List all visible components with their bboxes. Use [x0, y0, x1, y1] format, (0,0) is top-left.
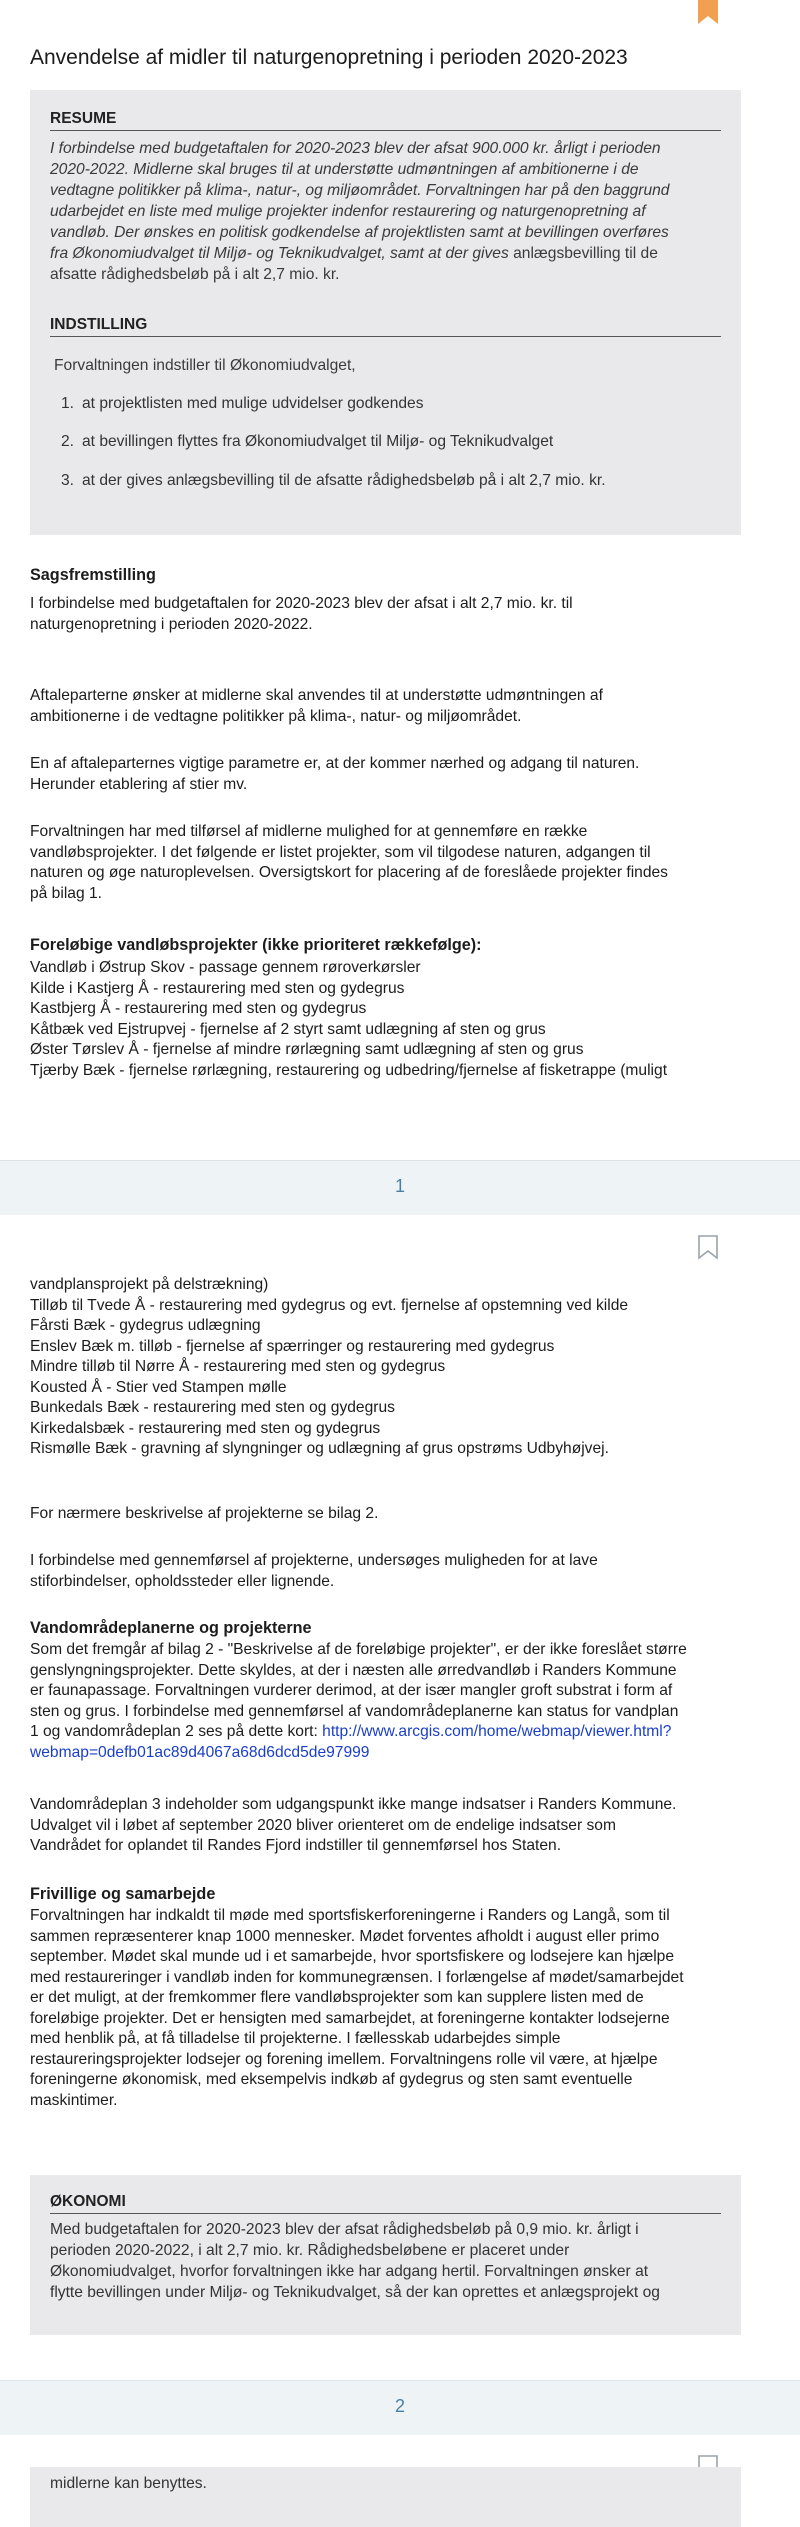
text-line: I forbindelse med budgetaftalen for 2020-2023 blev der afsat i alt 2,7 mio. kr. til: [30, 595, 573, 612]
okonomi-text: [50, 2219, 723, 2303]
text-line: Med budgetaftalen for 2020-2023 blev der afsat rådighedsbeløb på 0,9 mio. kr. årligt i: [50, 2221, 639, 2238]
text-line: Vandområdeplan 3 indeholder som udgangspunkt ikke mange indsatser i Randers Kommune.: [30, 1796, 677, 1813]
text-line: sammen repræsenterer knap 1000 mennesker. Mødet forventes afholdt i august eller primo: [30, 1927, 660, 1945]
text-line: foreningerne økonomisk, med eksempelvis indkøb af gydegrus og sten samt eventuelle: [30, 2071, 633, 2088]
frivillige-heading: Frivillige og samarbejde: [30, 1885, 216, 1903]
indstilling-item: [52, 395, 424, 413]
resume-line: [50, 243, 723, 264]
item-text: at projektlisten med mulige udvidelser godkendes: [82, 395, 424, 412]
list-item: Øster Tørslev Å - fjernelse af mindre rørlægning samt udlægning af sten og grus: [30, 1041, 584, 1058]
projects-list-page-2: [30, 1275, 750, 1460]
text-line: [30, 1722, 750, 1743]
frivillige-paragraph: [30, 1906, 750, 2111]
page-separator-1: [0, 1160, 800, 1217]
list-item: Enslev Bæk m. tilløb - fjernelse af spærringer og restaurering med gydegrus: [30, 1337, 555, 1355]
page-number: 1: [394, 1176, 405, 1196]
text-line: er det muligt, at der fremkommer flere vandløbsprojekter som kan supplere listen med de: [30, 1989, 644, 2006]
text-line: vandløbsprojekter. I det følgende er listet projekter, som vil tilgodese naturen, adgangen til: [30, 843, 651, 861]
okonomi-box-continued: [30, 2467, 741, 2527]
item-number: 1.: [60, 395, 74, 412]
text-line: Herunder etablering af stier mv.: [30, 775, 248, 793]
text-line: genslyngningsprojekter. Dette skyldes, at der i næsten alle ørredvandløb i Randers Kommune: [30, 1661, 677, 1679]
text-line: perioden 2020-2022, i alt 2,7 mio. kr. Rådighedsbeløbene er placeret under: [50, 2242, 570, 2259]
text-line: med henblik på, at få tilladelse til projekterne. I fællesskab udarbejdes simple: [30, 2030, 561, 2047]
bookmark-filled-icon[interactable]: [696, 0, 720, 26]
text-line: maskintimer.: [30, 2091, 118, 2109]
resume-line-normal: anlægsbevilling til de: [508, 245, 658, 262]
text-line: naturgenopretning i perioden 2020-2022.: [30, 615, 313, 633]
list-item: Vandløb i Østrup Skov - passage gennem røroverkørsler: [30, 959, 421, 976]
okonomi-continued-text: midlerne kan benyttes.: [50, 2475, 207, 2492]
sagsfremstilling-paragraph-3: [30, 754, 750, 795]
resume-line: vandløb. Der ønskes en politisk godkendelse af projektlisten samt at bevillingen overføres: [50, 224, 669, 241]
text-line: stiforbindelser, opholdssteder eller lignende.: [30, 1572, 335, 1590]
text-line: Aftaleparterne ønsker at midlerne skal anvendes til at understøtte udmøntningen af: [30, 687, 603, 704]
projects-list-page-1: [30, 958, 750, 1081]
list-item: Kousted Å - Stier ved Stampen mølle: [30, 1378, 287, 1396]
text-line: september. Mødet skal munde ud i et samarbejde, hvor sportsfiskere og lodsejere kan hjælpe: [30, 1948, 675, 1965]
text-line: flytte bevillingen under Miljø- og Teknikudvalget, så der kan oprettes et anlægsprojekt og: [50, 2284, 660, 2301]
page-number: 2: [394, 2396, 405, 2416]
indstilling-item: [52, 433, 553, 451]
list-item: Kilde i Kastjerg Å - restaurering med sten og gydegrus: [30, 979, 405, 997]
list-item: Tjærby Bæk - fjernelse rørlægning, restaurering og udbedring/fjernelse af fisketrappe (muligt: [30, 1061, 668, 1079]
text-line: ambitionerne i de vedtagne politikker på klima-, natur- og miljøområdet.: [30, 707, 522, 725]
document-page-2: [0, 1215, 800, 2380]
page-separator-2: [0, 2380, 800, 2437]
bookmark-outline-icon[interactable]: [696, 1235, 720, 1261]
text-line: på bilag 1.: [30, 884, 102, 902]
text-line: naturen og øge naturoplevelsen. Oversigtskort for placering af de foreslåede projekter findes: [30, 864, 668, 881]
list-item: Kåtbæk ved Ejstrupvej - fjernelse af 2 styrt samt udlægning af sten og grus: [30, 1020, 546, 1038]
text-line: I forbindelse med gennemførsel af projekterne, undersøges muligheden for at lave: [30, 1552, 598, 1569]
resume-line-italic: fra Økonomiudvalget til Miljø- og Teknikudvalget, samt at der gives: [50, 245, 509, 262]
resume-line: udarbejdet en liste med mulige projekter indenfor restaurering og naturgenopretning af: [50, 203, 646, 220]
document-page-1: [0, 0, 800, 1160]
list-item: Fårsti Bæk - gydegrus udlægning: [30, 1317, 261, 1334]
link-prefix: 1 og vandområdeplan 2 ses på dette kort:: [30, 1723, 323, 1740]
resume-box: [30, 90, 741, 535]
item-text: at bevillingen flyttes fra Økonomiudvalget til Miljø- og Teknikudvalget: [82, 433, 554, 450]
sagsfremstilling-paragraph-4: [30, 822, 750, 904]
arcgis-link[interactable]: http://www.arcgis.com/home/webmap/viewer.html?: [322, 1723, 672, 1740]
sagsfremstilling-paragraph-1: [30, 594, 750, 635]
list-item: Mindre tilløb til Nørre Å - restaurering med sten og gydegrus: [30, 1358, 446, 1375]
stier-paragraph: [30, 1551, 750, 1592]
list-item: Rismølle Bæk - gravning af slyngninger og udlægning af grus opstrøms Udbyhøjvej.: [30, 1440, 609, 1457]
text-line: Udvalget vil i løbet af september 2020 bliver orienteret om de endelige indsatser som: [30, 1816, 616, 1834]
see-bilag-text: For nærmere beskrivelse af projekterne se bilag 2.: [30, 1505, 379, 1522]
projects-heading: Foreløbige vandløbsprojekter (ikke prioriteret rækkefølge):: [30, 936, 482, 954]
indstilling-intro: Forvaltningen indstiller til Økonomiudvalget,: [54, 357, 356, 374]
list-item: Tilløb til Tvede Å - restaurering med gydegrus og evt. fjernelse af opstemning ved kilde: [30, 1296, 629, 1314]
document-title: Anvendelse af midler til naturgenopretning i perioden 2020-2023: [30, 46, 628, 69]
resume-line: I forbindelse med budgetaftalen for 2020-2023 blev der afsat 900.000 kr. årligt i perioden: [50, 140, 661, 157]
list-item: Kirkedalsbæk - restaurering med sten og gydegrus: [30, 1419, 381, 1437]
text-line: Som det fremgår af bilag 2 - "Beskrivelse af de foreløbige projekter", er der ikke foreslået større: [30, 1641, 687, 1658]
resume-text: [50, 138, 723, 285]
text-line: sten og grus. I forbindelse med gennemførsel af vandområdeplanerne kan status for vandplan: [30, 1702, 679, 1720]
text-line: En af aftaleparternes vigtige parametre er, at der kommer nærhed og adgang til naturen.: [30, 755, 640, 772]
resume-line: vedtagne politikker på klima-, natur-, og miljøområdet. Forvaltningen har på den baggrund: [50, 182, 670, 199]
text-line: er faunapassage. Forvaltningen vurderer derimod, at der især mangler groft substrat i form af: [30, 1682, 673, 1699]
text-line: med restaureringer i vandløb inden for kommunegrænsen. I forlængelse af mødet/samarbejdet: [30, 1968, 684, 1986]
item-number: 2.: [60, 433, 74, 450]
arcgis-link-continued[interactable]: webmap=0defb01ac89d4067a68d6dcd5de97999: [30, 1743, 370, 1761]
list-item: vandplansprojekt på delstrækning): [30, 1276, 269, 1293]
text-line: Økonomiudvalget, hvorfor forvaltningen ikke har adgang hertil. Forvaltningen ønsker at: [50, 2263, 649, 2280]
sagsfremstilling-heading: Sagsfremstilling: [30, 566, 156, 584]
resume-line: afsatte rådighedsbeløb på i alt 2,7 mio. kr.: [50, 266, 340, 283]
vandomraadeplan-3-paragraph: [30, 1795, 750, 1857]
vandomraade-heading: Vandområdeplanerne og projekterne: [30, 1619, 312, 1637]
indstilling-heading: INDSTILLING: [50, 316, 721, 337]
okonomi-box: [30, 2175, 741, 2335]
text-line: restaureringsprojekter lodsejer og forening imellem. Forvaltningens rolle vil være, at hjælpe: [30, 2050, 658, 2068]
sagsfremstilling-paragraph-2: [30, 686, 750, 727]
resume-heading: RESUME: [50, 110, 721, 131]
item-text: at der gives anlægsbevilling til de afsatte rådighedsbeløb på i alt 2,7 mio. kr.: [82, 472, 606, 489]
text-line: Forvaltningen har indkaldt til møde med sportsfiskerforeningerne i Randers og Langå, som til: [30, 1907, 670, 1924]
indstilling-item: [52, 472, 606, 490]
text-line: Forvaltningen har med tilførsel af midlerne mulighed for at gennemføre en række: [30, 823, 588, 840]
list-item: Bunkedals Bæk - restaurering med sten og gydegrus: [30, 1399, 395, 1416]
document-page-3: [0, 2435, 800, 2527]
item-number: 3.: [60, 472, 74, 489]
okonomi-heading: ØKONOMI: [50, 2193, 721, 2214]
text-line: Vandrådet for oplandet til Randes Fjord indstiller til gennemførsel hos Staten.: [30, 1837, 562, 1854]
vandomraade-paragraph: [30, 1640, 750, 1763]
resume-line: 2020-2022. Midlerne skal bruges til at understøtte udmøntningen af ambitionerne i de: [50, 161, 639, 178]
text-line: foreløbige projekter. Det er hensigten med samarbejdet, at foreningerne kontakter lodsejerne: [30, 2009, 670, 2027]
list-item: Kastbjerg Å - restaurering med sten og gydegrus: [30, 1000, 367, 1017]
